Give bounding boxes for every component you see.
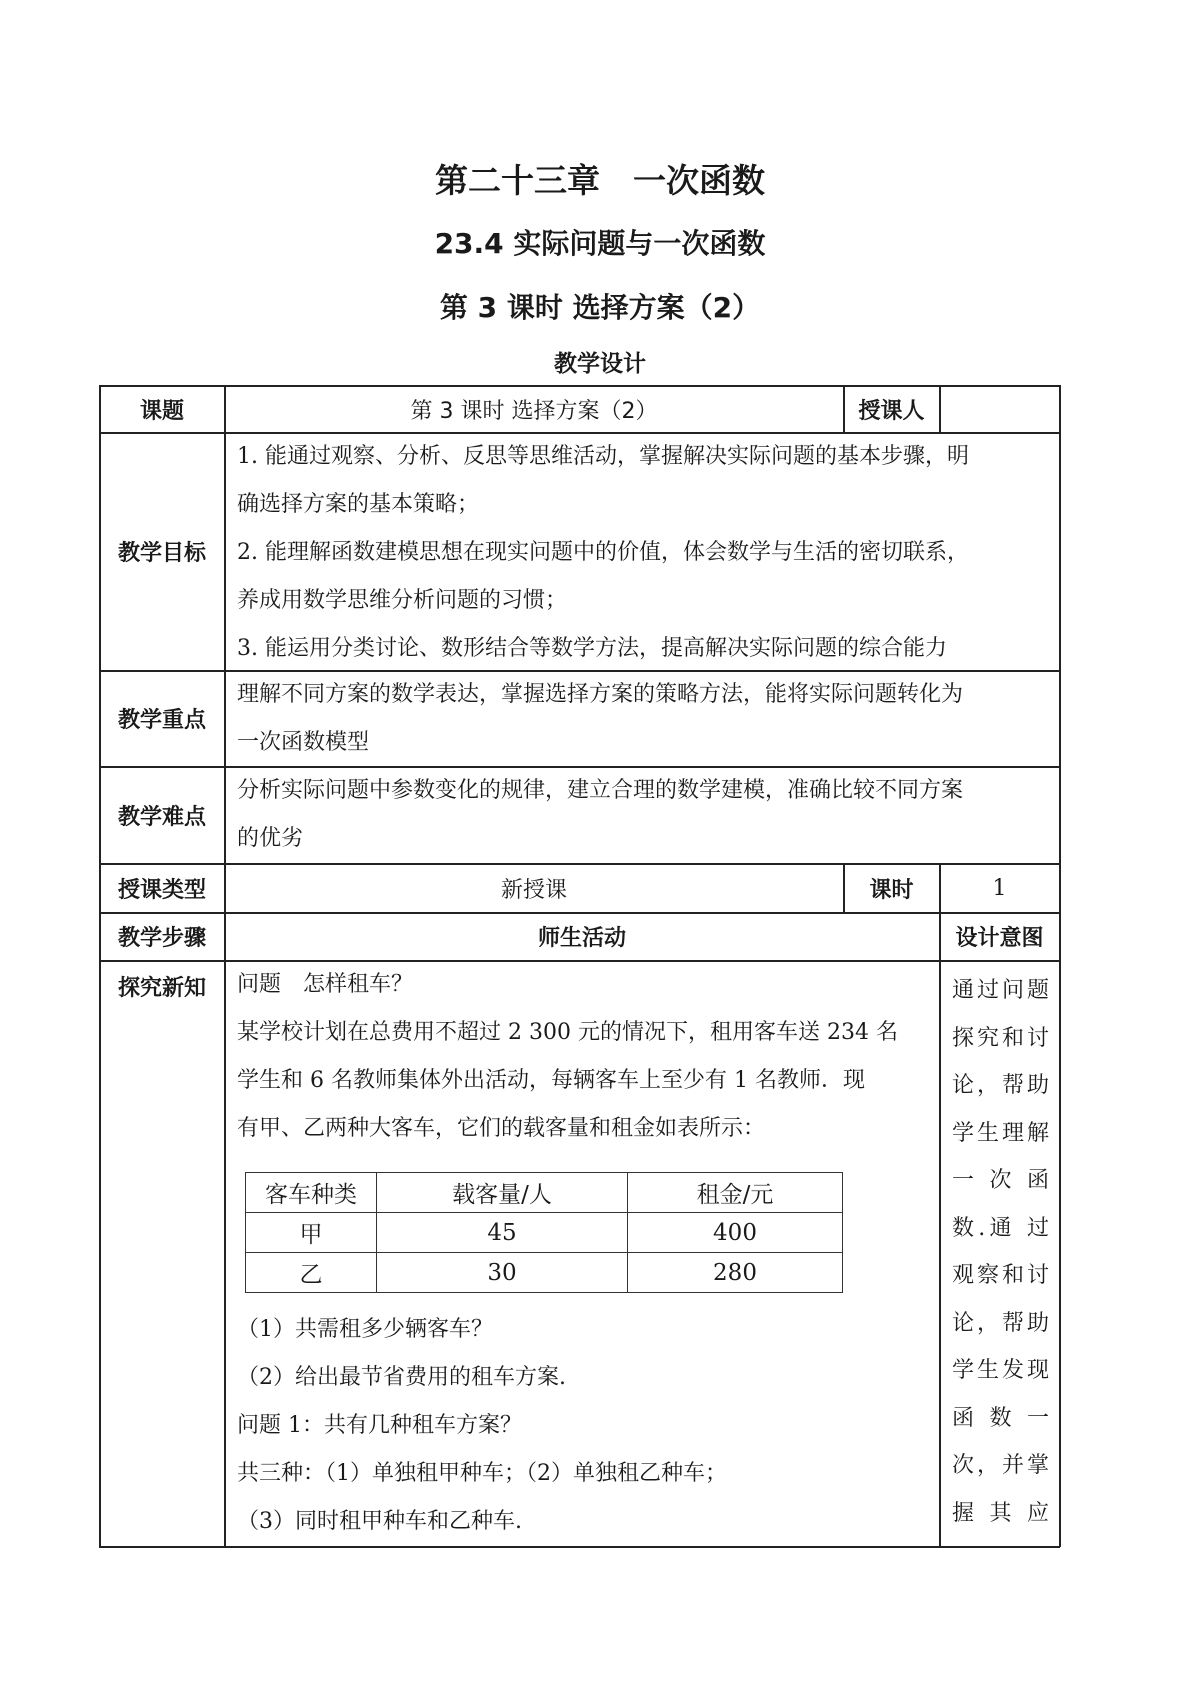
- bus-table-header: 客车种类: [246, 1173, 377, 1213]
- teacher-value: [940, 386, 1059, 432]
- intent-header-label: 设计意图: [955, 926, 1044, 951]
- intent-line: 数.通 过: [952, 1215, 1049, 1241]
- objective-line: 2. 能理解函数建模思想在现实问题中的价值，体会数学与生活的密切联系，: [237, 540, 969, 565]
- difficulty-line: 的优劣: [237, 826, 304, 851]
- explore-line: 某学校计划在总费用不超过 2 300 元的情况下，租用客车送 234 名: [237, 1020, 898, 1045]
- objective-line: 3. 能运用分类讨论、数形结合等数学方法，提高解决实际问题的综合能力: [237, 636, 947, 661]
- activities-header-label: 师生活动: [537, 926, 626, 951]
- key-point-line: 一次函数模型: [237, 730, 370, 755]
- difficulties-text: [225, 767, 1059, 863]
- intent-line: 次，并掌: [952, 1453, 1049, 1478]
- key-point-line: 理解不同方案的数学表达，掌握选择方案的策略方法，能将实际问题转化为: [237, 682, 964, 707]
- explore-line: （2）给出最节省费用的租车方案.: [237, 1365, 566, 1390]
- intent-line: 函 数 一: [952, 1405, 1049, 1431]
- intent-line: 通过问题: [952, 978, 1049, 1003]
- key-points-text: [225, 671, 1059, 766]
- objectives-label: 教学目标: [117, 541, 206, 566]
- hours-value: 1: [992, 875, 1007, 901]
- explore-line: 共三种：（1）单独租甲种车；（2）单独租乙种车；: [237, 1461, 727, 1486]
- bus-table-header: 租金/元: [628, 1173, 843, 1213]
- lesson-type-value: 新授课: [500, 877, 567, 903]
- intent-line: 学生理解: [952, 1120, 1049, 1146]
- topic-label: 课题: [139, 398, 184, 424]
- intent-line: 握 其 应: [952, 1500, 1049, 1526]
- intent-line: 观察和讨: [952, 1263, 1049, 1288]
- key-points-label: 教学重点: [117, 708, 206, 733]
- explore-line: （1）共需租多少辆客车？: [237, 1317, 493, 1342]
- difficulty-line: 分析实际问题中参数变化的规律，建立合理的数学建模，准确比较不同方案: [237, 778, 964, 803]
- bus-table-cell: 甲: [246, 1213, 377, 1253]
- doc-type-title: 教学设计: [554, 351, 646, 377]
- explore-line: 问题 1：共有几种租车方案？: [237, 1413, 522, 1438]
- intent-line: 论，帮助: [952, 1073, 1049, 1098]
- explore-intro-text: [225, 961, 939, 1171]
- chapter-title: 第二十三章 一次函数: [435, 161, 765, 200]
- topic-value: 第 3 课时 选择方案（2）: [410, 398, 658, 424]
- explore-line: 问题 怎样租车？: [237, 972, 414, 997]
- explore-line: 学生和 6 名教师集体外出活动，每辆客车上至少有 1 名教师．现: [237, 1068, 865, 1093]
- explore-label: 探究新知: [117, 975, 206, 1001]
- explore-questions-text: [225, 1306, 939, 1546]
- objectives-text: [225, 433, 1059, 670]
- objective-line: 确选择方案的基本策略；: [237, 492, 480, 517]
- design-intent-text: [940, 961, 1059, 1546]
- bus-table-cell: 30: [377, 1253, 628, 1293]
- bus-table-cell: 45: [377, 1213, 628, 1253]
- steps-header-label: 教学步骤: [117, 926, 206, 951]
- teacher-label: 授课人: [858, 398, 925, 424]
- bus-table-cell: 乙: [246, 1253, 377, 1293]
- difficulties-label: 教学难点: [117, 804, 206, 830]
- section-title: 23.4 实际问题与一次函数: [434, 227, 766, 260]
- bus-table-cell: 280: [628, 1253, 843, 1293]
- explore-line: 有甲、乙两种大客车，它们的载客量和租金如表所示：: [237, 1116, 766, 1141]
- intent-line: 论，帮助: [952, 1310, 1049, 1336]
- intent-line: 学生发现: [952, 1358, 1049, 1383]
- hours-label: 课时: [869, 877, 914, 903]
- bus-table: [245, 1172, 843, 1293]
- objective-line: 1. 能通过观察、分析、反思等思维活动，掌握解决实际问题的基本步骤，明: [237, 444, 969, 469]
- lesson-title: 第 3 课时 选择方案（2）: [439, 291, 761, 324]
- bus-table-cell: 400: [628, 1213, 843, 1253]
- intent-line: 一 次 函: [952, 1168, 1049, 1193]
- intent-line: 探究和讨: [952, 1025, 1049, 1051]
- explore-line: （3）同时租甲种车和乙种车.: [237, 1509, 522, 1534]
- bus-table-header: 载客量/人: [377, 1173, 628, 1213]
- lesson-type-label: 授课类型: [117, 877, 206, 903]
- objective-line: 养成用数学思维分析问题的习惯；: [237, 588, 568, 613]
